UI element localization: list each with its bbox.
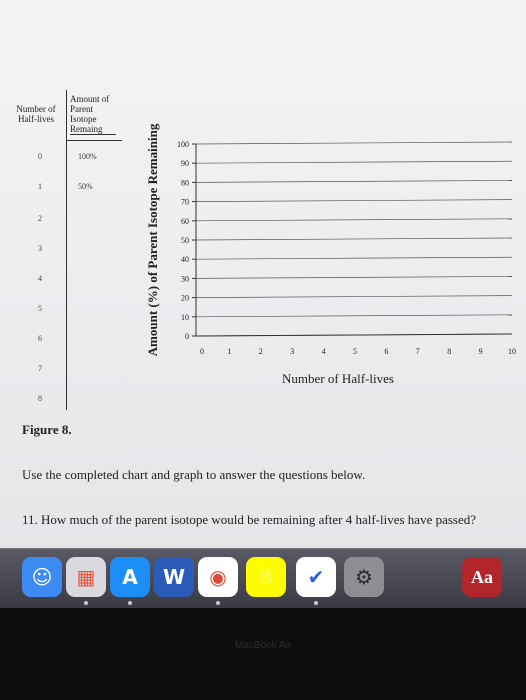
system-preferences-icon[interactable]: ⚙ xyxy=(344,557,384,597)
x-tick-label: 7 xyxy=(415,347,420,356)
x-tick-label: 8 xyxy=(447,347,452,356)
blank-graph xyxy=(160,130,526,360)
running-indicator xyxy=(216,601,220,605)
chrome-icon[interactable]: ◉ xyxy=(198,557,238,597)
table-row-value: 100% xyxy=(78,152,97,161)
y-tick-label: 30 xyxy=(181,274,189,284)
x-tick-label: 3 xyxy=(290,347,295,356)
grid-line xyxy=(196,296,512,298)
figure-caption: Figure 8. xyxy=(22,422,72,437)
table-header-half-lives: Number of Half-lives xyxy=(16,104,56,124)
question-11: 11. How much of the parent isotope would be remaining after 4 half-lives have passed? xyxy=(22,512,477,527)
laptop-bezel xyxy=(0,608,526,700)
grid-line xyxy=(196,180,512,182)
grid-line xyxy=(196,276,512,278)
y-tick-label: 70 xyxy=(181,197,189,207)
y-tick-label: 40 xyxy=(181,255,189,265)
y-axis-label: Amount (%) of Parent Isotope Remaining xyxy=(145,123,160,357)
table-divider-horizontal xyxy=(66,140,122,141)
y-tick-label: 10 xyxy=(181,312,189,322)
table-row-n: 3 xyxy=(38,244,42,253)
grid-line xyxy=(196,200,512,202)
table-header-amount: Amount of Parent Isotope Remaing xyxy=(70,94,122,135)
x-tick-label: 9 xyxy=(478,347,483,356)
x-tick-label: 6 xyxy=(384,347,389,356)
table-row-n: 5 xyxy=(38,304,42,313)
table-row-n: 2 xyxy=(38,214,42,223)
x-tick-label: 5 xyxy=(353,347,357,356)
snapchat-icon[interactable]: ☃ xyxy=(246,557,286,597)
x-tick-label: 4 xyxy=(321,347,326,356)
running-indicator xyxy=(128,601,132,605)
laptop-label: MacBook Air xyxy=(234,640,292,651)
y-tick-label: 50 xyxy=(181,236,189,245)
grid-line xyxy=(196,219,512,221)
x-tick-label: 2 xyxy=(258,347,263,356)
macos-dock xyxy=(0,548,526,609)
x-tick-label: 0 xyxy=(200,347,204,356)
y-tick-label: 100 xyxy=(177,140,189,149)
grid-line xyxy=(196,161,512,163)
grid-line xyxy=(196,257,512,259)
grid-line xyxy=(196,238,512,240)
app-store-icon[interactable]: A xyxy=(110,557,150,597)
tasks-icon[interactable]: ✔ xyxy=(296,557,336,597)
finder-icon[interactable]: ☺ xyxy=(22,557,62,597)
word-icon[interactable]: W xyxy=(154,557,194,597)
x-tick-label: 1 xyxy=(227,347,232,356)
instruction-text: Use the completed chart and graph to answer the questions below. xyxy=(22,467,366,482)
half-life-table xyxy=(8,90,120,410)
x-axis-label: Number of Half-lives xyxy=(282,371,394,386)
table-row-n: 4 xyxy=(38,274,42,283)
y-tick-label: 60 xyxy=(181,216,189,226)
running-indicator xyxy=(314,601,318,605)
table-divider-vertical xyxy=(66,90,67,410)
table-row-n: 1 xyxy=(38,182,42,191)
y-tick-label: 90 xyxy=(181,159,189,169)
x-tick-label: 10 xyxy=(508,347,516,356)
dictionary-icon[interactable]: Aa xyxy=(462,557,502,597)
table-row-n: 7 xyxy=(38,364,42,373)
grid-line xyxy=(196,142,512,144)
y-tick-label: 0 xyxy=(185,332,189,341)
grid-line xyxy=(196,315,512,317)
y-tick-label: 20 xyxy=(181,293,189,303)
table-row-n: 6 xyxy=(38,334,42,343)
launchpad-icon[interactable]: ▦ xyxy=(66,557,106,597)
y-tick-label: 80 xyxy=(181,178,189,188)
x-axis-line xyxy=(196,334,512,336)
running-indicator xyxy=(84,601,88,605)
table-row-n: 8 xyxy=(38,394,42,403)
table-row-value: 50% xyxy=(78,182,93,191)
table-row-n: 0 xyxy=(38,152,42,161)
